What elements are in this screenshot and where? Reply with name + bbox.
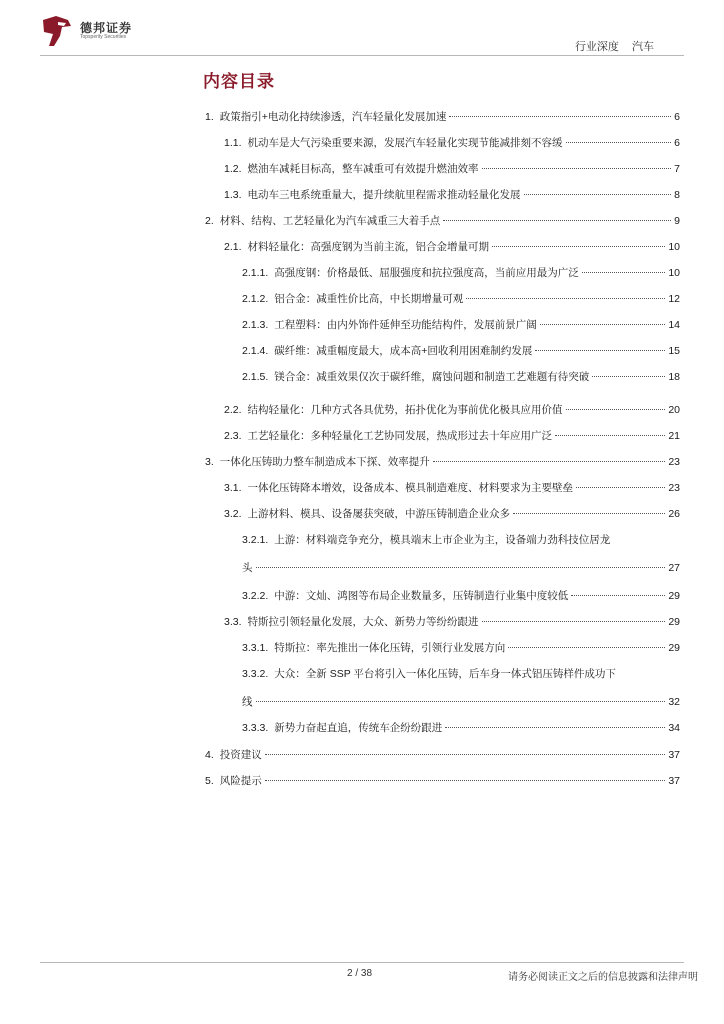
toc-number: 5. <box>205 775 214 787</box>
toc-entry[interactable] <box>224 481 680 495</box>
toc-entry[interactable] <box>205 774 680 788</box>
leader-dots <box>540 324 666 325</box>
toc-text: 铝合金：减重性价比高，中长期增量可观 <box>274 293 464 305</box>
toc-text: 镁合金：减重效果仅次于碳纤维，腐蚀问题和制造工艺难题有待突破 <box>274 371 590 383</box>
leader-dots <box>535 350 665 351</box>
toc-text: 大众：全新 SSP 平台将引入一体化压铸，后车身一体式铝压铸样件成功下 <box>274 668 616 680</box>
toc-number: 3.2. <box>224 508 242 520</box>
toc-page-number: 23 <box>668 456 680 468</box>
legal-disclaimer: 请务必阅读正文之后的信息披露和法律声明 <box>508 972 698 983</box>
toc-entry[interactable] <box>242 370 680 384</box>
toc-entry[interactable] <box>242 266 680 280</box>
toc-title: 内容目录 <box>203 72 275 91</box>
toc-entry[interactable] <box>224 240 680 254</box>
toc-page-number: 15 <box>668 345 680 357</box>
leader-dots <box>566 409 666 410</box>
toc-text: 特斯拉：率先推出一体化压铸，引领行业发展方向 <box>274 642 506 654</box>
leader-dots <box>433 461 666 462</box>
toc-text: 碳纤维：减重幅度最大，成本高+回收利用困难制约发展 <box>274 345 533 357</box>
toc-number: 2.1.2. <box>242 293 269 305</box>
toc-text: 工艺轻量化：多种轻量化工艺协同发展，热成形过去十年应用广泛 <box>247 430 553 442</box>
toc-text: 工程塑料：由内外饰件延伸至功能结构件，发展前景广阔 <box>274 319 537 331</box>
toc-text: 一体化压铸助力整车制造成本下探、效率提升 <box>219 456 430 468</box>
leader-dots <box>256 701 666 702</box>
toc-number: 2.1.3. <box>242 319 269 331</box>
leader-dots <box>524 194 672 195</box>
toc-text: 燃油车减耗目标高，整车减重可有效提升燃油效率 <box>247 163 479 175</box>
report-sector: 汽车 <box>632 41 654 53</box>
page-number: 2 / 38 <box>347 968 373 979</box>
toc-number: 2.2. <box>224 404 242 416</box>
toc-text-continued: 线 <box>242 696 253 708</box>
toc-entry[interactable] <box>205 455 680 469</box>
toc-entry[interactable] <box>224 429 680 443</box>
toc-page-number: 14 <box>668 319 680 331</box>
toc-text: 高强度钢：价格最低、屈服强度和抗拉强度高，当前应用最为广泛 <box>274 267 579 279</box>
toc-number: 2.1.1. <box>242 267 269 279</box>
toc-entry[interactable] <box>242 589 680 603</box>
toc-entry[interactable] <box>224 403 680 417</box>
toc-page-number: 23 <box>668 482 680 494</box>
toc-page-number: 20 <box>668 404 680 416</box>
toc-entry[interactable] <box>224 615 680 629</box>
leader-dots <box>482 168 672 169</box>
leader-dots <box>265 754 666 755</box>
leader-dots <box>592 376 665 377</box>
toc-page-number: 10 <box>668 241 680 253</box>
toc-text: 结构轻量化：几种方式各具优势，拓扑优化为事前优化极具应用价值 <box>247 404 563 416</box>
toc-page-number: 6 <box>674 137 680 149</box>
toc-page-number: 21 <box>668 430 680 442</box>
brand-name: 德邦证券 <box>80 21 133 35</box>
toc-entry[interactable] <box>205 214 680 228</box>
toc-page-number: 10 <box>668 267 680 279</box>
toc-text: 风险提示 <box>219 775 262 787</box>
leader-dots <box>576 487 665 488</box>
toc-number: 1.3. <box>224 189 242 201</box>
toc-text: 特斯拉引领轻量化发展，大众、新势力等纷纷跟进 <box>247 616 479 628</box>
leader-dots <box>256 567 666 568</box>
leader-dots <box>443 220 671 221</box>
toc-page-number: 37 <box>668 749 680 761</box>
toc-number: 1.1. <box>224 137 242 149</box>
leader-dots <box>513 513 665 514</box>
toc-number: 2.1. <box>224 241 242 253</box>
leader-dots <box>466 298 665 299</box>
toc-text: 上游材料、模具、设备屡获突破，中游压铸制造企业众多 <box>247 508 511 520</box>
toc-text: 电动车三电系统重量大，提升续航里程需求推动轻量化发展 <box>247 189 521 201</box>
leader-dots <box>482 621 666 622</box>
leader-dots <box>582 272 666 273</box>
toc-entry[interactable] <box>242 667 616 681</box>
toc-page-number: 8 <box>674 189 680 201</box>
toc-number: 1.2. <box>224 163 242 175</box>
toc-entry-continuation[interactable] <box>242 695 680 709</box>
toc-number: 2.3. <box>224 430 242 442</box>
toc-entry[interactable] <box>242 721 680 735</box>
leader-dots <box>492 246 665 247</box>
toc-page-number: 34 <box>668 722 680 734</box>
toc-number: 3. <box>205 456 214 468</box>
toc-entry[interactable] <box>224 136 680 150</box>
toc-number: 3.3. <box>224 616 242 628</box>
toc-entry[interactable] <box>205 748 680 762</box>
toc-text: 一体化压铸降本增效，设备成本、模具制造难度、材料要求为主要壁垒 <box>247 482 574 494</box>
toc-number: 2.1.4. <box>242 345 269 357</box>
leader-dots <box>449 116 671 117</box>
toc-text: 材料轻量化：高强度钢为当前主流，铝合金增量可期 <box>247 241 490 253</box>
toc-page-number: 37 <box>668 775 680 787</box>
toc-entry[interactable] <box>224 162 680 176</box>
toc-number: 2. <box>205 215 214 227</box>
toc-entry[interactable] <box>242 641 680 655</box>
leader-dots <box>445 727 665 728</box>
toc-text: 政策指引+电动化持续渗透，汽车轻量化发展加速 <box>219 111 447 123</box>
toc-page-number: 29 <box>668 590 680 602</box>
toc-entry[interactable] <box>242 292 680 306</box>
toc-entry[interactable] <box>224 507 680 521</box>
toc-page-number: 9 <box>674 215 680 227</box>
toc-number: 3.3.2. <box>242 668 269 680</box>
toc-entry[interactable] <box>224 188 680 202</box>
toc-page-number: 7 <box>674 163 680 175</box>
toc-page-number: 29 <box>668 642 680 654</box>
leader-dots <box>571 595 665 596</box>
toc-entry[interactable] <box>242 318 680 332</box>
toc-number: 2.1.5. <box>242 371 269 383</box>
toc-text: 中游：文灿、鸿图等布局企业数量多，压铸制造行业集中度较低 <box>274 590 569 602</box>
leader-dots <box>508 647 665 648</box>
report-type: 行业深度 <box>574 41 619 53</box>
toc-number: 3.3.3. <box>242 722 269 734</box>
toc-entry[interactable] <box>205 110 680 124</box>
toc-entry[interactable] <box>242 344 680 358</box>
toc-number: 3.3.1. <box>242 642 269 654</box>
leader-dots <box>265 780 666 781</box>
toc-page-number: 18 <box>668 371 680 383</box>
toc-page-number: 6 <box>674 111 680 123</box>
footer-divider <box>40 962 684 963</box>
toc-text: 新势力奋起直追，传统车企纷纷跟进 <box>274 722 443 734</box>
toc-page-number: 12 <box>668 293 680 305</box>
toc-number: 3.2.2. <box>242 590 269 602</box>
toc-page-number: 29 <box>668 616 680 628</box>
leader-dots <box>566 142 672 143</box>
toc-page-number: 27 <box>668 562 680 574</box>
toc-text-continued: 头 <box>242 562 253 574</box>
toc-entry[interactable] <box>242 533 610 547</box>
brand-subtitle: Topsperity Securities <box>80 34 127 40</box>
toc-page-number: 32 <box>668 696 680 708</box>
toc-text: 投资建议 <box>219 749 262 761</box>
toc-entry-continuation[interactable] <box>242 561 680 575</box>
toc-text: 机动车是大气污染重要来源，发展汽车轻量化实现节能减排刻不容缓 <box>247 137 563 149</box>
toc-number: 1. <box>205 111 214 123</box>
toc-text: 材料、结构、工艺轻量化为汽车减重三大着手点 <box>219 215 441 227</box>
toc-text: 上游：材料端竞争充分，模具端末上市企业为主，设备端力劲科技位居龙 <box>274 534 611 546</box>
toc-number: 4. <box>205 749 214 761</box>
toc-page-number: 26 <box>668 508 680 520</box>
toc-number: 3.2.1. <box>242 534 269 546</box>
toc-number: 3.1. <box>224 482 242 494</box>
leader-dots <box>555 435 665 436</box>
